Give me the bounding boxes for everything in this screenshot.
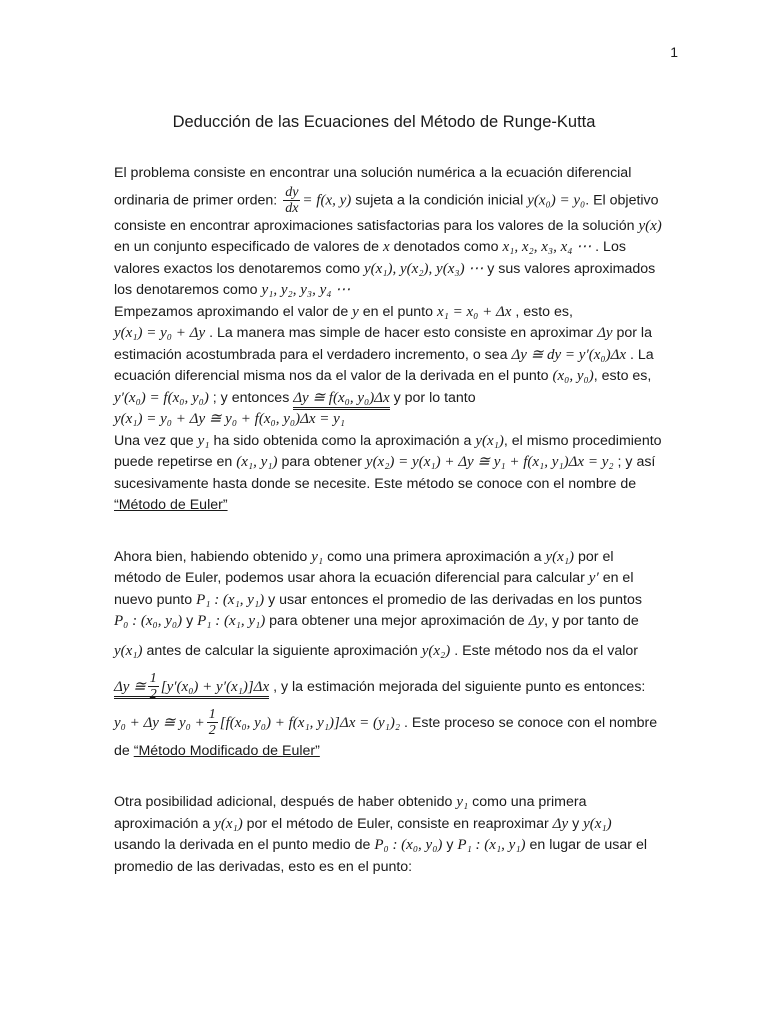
math-y-x1: y(x₁) [545,548,575,565]
math-delta-y: Δy [528,613,545,629]
modified-euler-method-name: “Método Modificado de Euler” [133,742,320,759]
text: y [446,837,454,853]
text: antes de calcular la siguiente aproximación [146,642,418,659]
frac-numerator: dy [285,184,299,200]
text: Empezamos aproximando el valor de [114,303,349,320]
math-x: x [382,239,390,255]
text: Otra posibilidad adicional, después de haber obtenido [114,794,453,810]
paragraph-repeat [114,431,662,517]
math-delta-y-estimate: Δy ≅ dy = y′(x₀)Δx [511,346,627,363]
paragraph-gap [114,517,662,547]
text: . El objetivo consiste en encontrar aproximaciones satisfactorias para los valores de la solución [114,191,659,234]
text: por el método de Euler, podemos usar ahora la ecuación diferencial para calcular [114,548,614,586]
text: en el punto [362,303,434,320]
paragraph-modified-euler [114,547,662,763]
frac-numerator: 1 [208,707,216,723]
page-number: 1 [670,44,678,60]
math-exact-values: y(x₁), y(x₂), y(x₃) ⋯ [364,260,484,277]
math-improved-lhs: y₀ + Δy ≅ y₀ + [114,714,205,731]
math-point-P1: P₁ : (x₁, y₁) [197,613,266,629]
text: en un conjunto especificado de valores de [114,239,380,255]
math-solution: y(x) [638,217,662,234]
math-modified-rhs: [y′(x₀) + y′(x₁)]Δx [160,678,270,695]
text: en lugar de usar el promedio de las derivadas, esto es en el punto: [114,837,648,875]
math-derivative-0: y′(x₀) = f(x₀, y₀) [114,389,209,406]
math-point-P1: P₁ : (x₁, y₁) [457,837,526,853]
math-modified-lhs: Δy ≅ [114,678,146,695]
derivative-fraction [283,185,300,216]
text: , y por tanto de [544,613,639,629]
paragraph-euler [114,302,662,431]
math-point-P0: P₀ : (x₀, y₀) [114,613,183,629]
math-point-P1: P₁ : (x₁, y₁) [196,591,265,608]
text: ; y así sucesivamente hasta donde se necesite. Este método se conoce con el nombre de [114,454,656,492]
half-fraction [148,671,159,702]
math-improved-rhs: [f(x₀, y₀) + f(x₁, y₁)]Δx = (y₁)₂ [219,714,401,731]
text: Una vez que [114,432,194,449]
frac-denominator: 2 [149,687,157,703]
paragraph-midpoint [114,792,662,878]
text: ; y entonces [212,389,290,406]
text: como una primera aproximación a [327,548,542,565]
text: El problema consiste en encontrar una solución numérica a la ecuación diferencial ordinaria de primer orden: [114,165,632,208]
math-euler-step-2: y(x₂) = y(x₁) + Δy ≅ y₁ + f(x₁, y₁)Δx = y₂ [365,454,614,470]
text: . Este proceso se conoce con el nombre de [114,714,658,759]
math-y: y [352,303,359,320]
text: , esto es, [515,303,573,320]
math-y-x1: y(x₁) [214,815,243,832]
paragraph-problem [114,163,662,302]
text: y usar entonces el promedio de las derivadas en los puntos [268,591,642,608]
text: . La ecuación diferencial misma nos da el valor de la derivada en el punto [114,346,654,384]
text: . La manera mas simple de hacer esto consiste en aproximar [209,325,594,341]
math-point-0: (x₀, y₀) [552,368,594,384]
math-delta-y: Δy [552,815,569,832]
text: como una primera aproximación a [114,794,587,832]
text: para obtener una mejor aproximación de [269,613,525,629]
math-y-x2: y(x₂) [421,642,451,659]
frac-numerator: 1 [149,671,157,687]
math-y1: y₁ [311,548,324,565]
math-y-x1: y(x₁) [475,432,504,449]
text: por el método de Euler, consiste en reaproximar [246,815,549,832]
text: usando la derivada en el punto medio de [114,837,371,853]
text: en el nuevo punto [114,570,634,608]
half-fraction [207,707,218,738]
math-approx-values: y₁, y₂, y₃, y₄ ⋯ [261,282,351,298]
math-ode: = f(x, y) [302,191,352,208]
math-delta-y-formula: Δy ≅ f(x₀, y₀)Δx [293,390,389,410]
document-body [114,163,662,878]
math-point-P0: P₀ : (x₀, y₀) [374,837,443,853]
text: , esto es, [593,368,652,384]
text: Ahora bien, habiendo obtenido [114,548,308,565]
text: . Los valores exactos los denotaremos como [114,239,626,277]
text: y sus valores aproximados los denotaremos como [114,260,656,298]
frac-denominator: 2 [208,723,216,739]
math-x1-definition: x₁ = x₀ + Δx [436,303,512,320]
math-x-values: x₁, x₂, x₃, x₄ ⋯ [502,239,592,255]
math-initial-condition: y(x₀) = y₀ [527,191,586,208]
math-y1-definition: y(x₁) = y₀ + Δy [114,325,206,341]
frac-denominator: dx [285,200,299,216]
math-y-x1: y(x₁) [583,815,612,832]
math-y1: y₁ [197,432,210,449]
math-y1: y₁ [456,794,469,810]
text: , el mismo procedimiento puede repetirse en [114,432,662,470]
math-euler-step-1: y(x₁) = y₀ + Δy ≅ y₀ + f(x₀, y₀)Δx = y₁ [114,411,346,427]
text: y [186,613,194,629]
text: . Este método nos da el valor [454,642,638,659]
math-point-1: (x₁, y₁) [236,454,278,470]
text: ha sido obtenida como la aproximación a [213,432,472,449]
text: sujeta a la condición inicial [355,191,524,208]
text: y [572,815,580,832]
math-y-prime: y′ [588,570,599,586]
paragraph-gap [114,762,662,792]
text: para obtener [281,454,362,470]
text: , y la estimación mejorada del siguiente punto es entonces: [273,678,646,695]
math-y-x1: y(x₁) [114,642,143,659]
math-delta-y: Δy [597,325,613,341]
text: denotados como [393,239,499,255]
text: y por lo tanto [393,389,476,406]
text: por la estimación acostumbrada para el verdadero incremento, o sea [114,325,652,363]
document-title: Deducción de las Ecuaciones del Método de Runge-Kutta [172,113,596,131]
euler-method-name: “Método de Euler” [114,497,228,513]
